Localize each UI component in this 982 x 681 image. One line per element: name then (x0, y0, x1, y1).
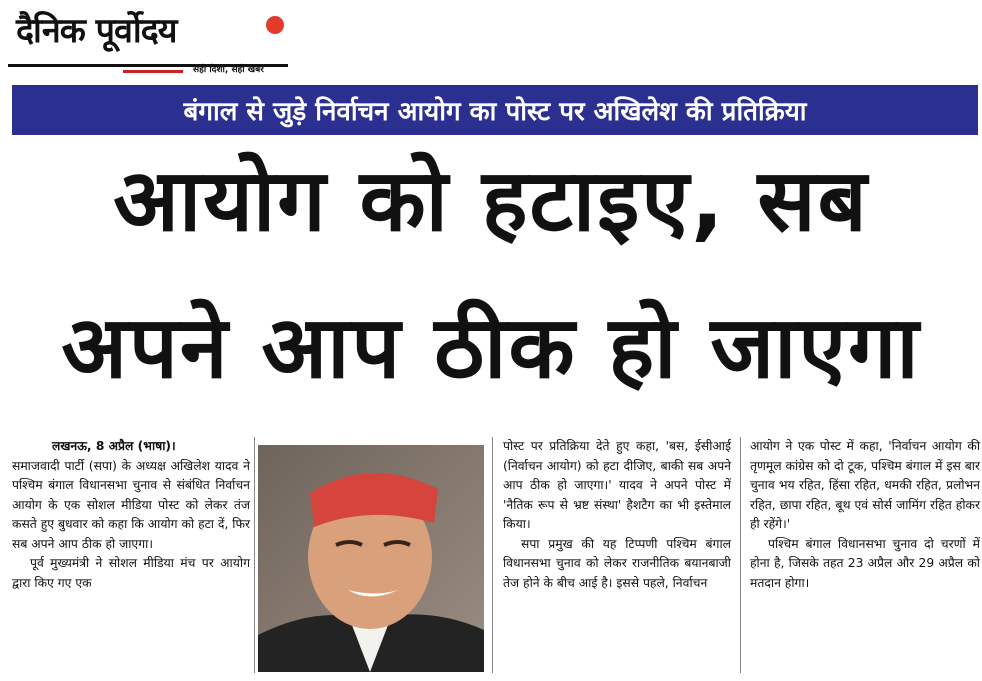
paragraph: सपा प्रमुख की यह टिप्पणी पश्चिम बंगाल विधानसभा चुनाव को लेकर राजनीतिक बयानबाजी तेज होने के बीच आई है। इससे पहले, निर्वाचन (503, 536, 731, 590)
article-column-2 (503, 437, 731, 593)
paragraph: पोस्ट पर प्रतिक्रिया देते हुए कहा, 'बस, ईसीआई (निर्वाचन आयोग) को हटा दीजिए, बाकी सब अपने आप ठीक हो जाएगा।' यादव ने अपने पोस्ट में 'नैतिक रूप से भ्रष्ट संस्था' हैशटैग का भी इस्तेमाल किया। (503, 439, 731, 531)
masthead-tagline: सही दिशा, सही खबर (193, 65, 264, 75)
paragraph: पश्चिम बंगाल विधानसभा चुनाव दो चरणों में होना है, जिसके तहत 23 अप्रैल और 29 अप्रैल को मतदान होगा। (750, 536, 980, 590)
masthead-red-rule (123, 70, 183, 73)
headline-line-2: अपने आप ठीक हो जाएगा (61, 298, 921, 398)
column-divider (740, 437, 741, 673)
masthead (8, 6, 293, 76)
paragraph: समाजवादी पार्टी (सपा) के अध्यक्ष अखिलेश यादव ने पश्चिम बंगाल विधानसभा चुनाव से संबंधित निर्वाचन आयोग के एक सोशल मीडिया पोस्ट को लेकर तंज कसते हुए बुधवार को कहा कि आयोग को हटा दें, फिर सब अपने आप ठीक हो जाएगा। (12, 458, 250, 551)
akhilesh-yadav-photo (258, 445, 484, 672)
logo-dot-icon (266, 16, 284, 34)
column-divider (254, 437, 255, 673)
article-column-1 (12, 437, 250, 593)
headline-line-1: आयोग को हटाइए, सब (113, 151, 869, 251)
kicker-banner (12, 85, 978, 135)
article-column-3 (750, 437, 980, 593)
dateline: लखनऊ, 8 अप्रैल (भाषा)। (52, 439, 176, 453)
paragraph: पूर्व मुख्यमंत्री ने सोशल मीडिया मंच पर आयोग द्वारा किए गए एक (12, 556, 250, 590)
portrait-illustration (258, 445, 484, 672)
kicker-text: बंगाल से जुड़े निर्वाचन आयोग का पोस्ट पर अखिलेश की प्रतिक्रिया (183, 97, 807, 127)
newspaper-logo: दैनिक पूर्वोदय (16, 11, 177, 51)
column-divider (492, 437, 493, 673)
paragraph: आयोग ने एक पोस्ट में कहा, 'निर्वाचन आयोग की तृणमूल कांग्रेस को दो टूक, पश्चिम बंगाल में इस बार चुनाव भय रहित, हिंसा रहित, धमकी रहित, प्रलोभन रहित, छापा रहित, बूथ एवं सोर्स जामिंग रहित होकर ही रहेंगे।' (750, 439, 980, 531)
